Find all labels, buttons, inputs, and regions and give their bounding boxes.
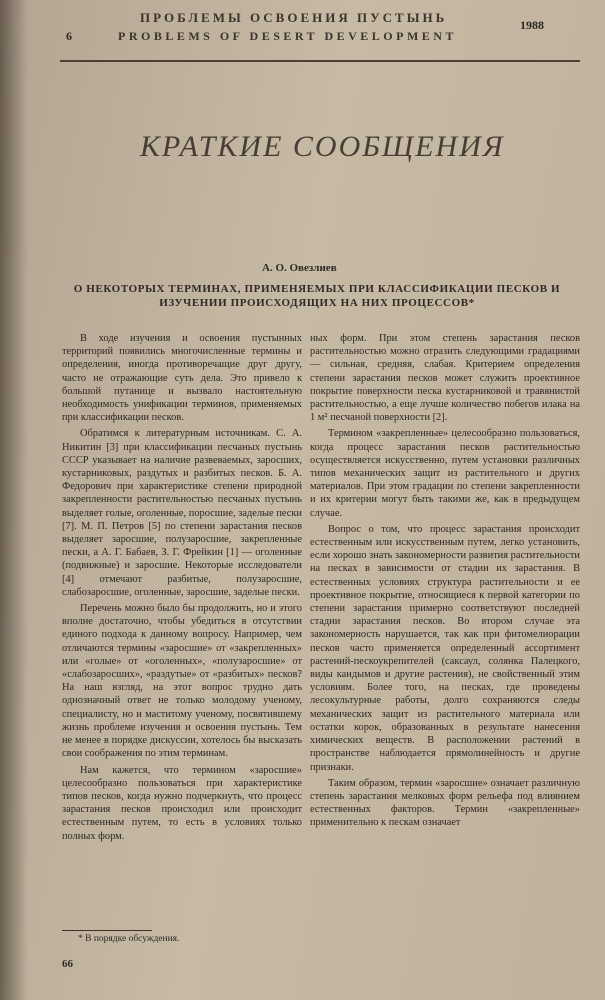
footnote-rule [62, 930, 152, 931]
paragraph: В ходе изучения и освоения пустынных территорий появились многочисленные термины и определения, иногда противоречащие друг другу, часто не отражающие суть дела. Это привело к большой путанице и вызвало настоятельную необходимость унификации терминов, применяемых при классификации песков. [62, 333, 302, 424]
header-year: 1988 [520, 18, 544, 32]
footnote: * В порядке обсуждения. [78, 934, 180, 944]
right-column [310, 332, 580, 833]
article-author: А. О. Овезлиев [262, 262, 337, 274]
section-title: КРАТКИЕ СООБЩЕНИЯ [140, 130, 505, 163]
binding-shadow [0, 0, 28, 1000]
paragraph: ных форм. При этом степень зарастания песков растительностью можно отразить следующими градациями — сильная, средняя, слабая. Критерием определения степени зарастания песков может служить проективное покрытие поверхности песка кустарниковой и травянистой растительностью, а еще лучше количество побегов илака на 1 м² песчаной поверхности [2]. [310, 333, 580, 424]
running-header [60, 10, 580, 66]
header-rule [60, 60, 580, 62]
paragraph: Перечень можно было бы продолжить, но и этого вполне достаточно, чтобы убедиться в отсутствии единого подхода к данному вопросу. Например, чем отличаются термины «заросшие» от «закрепленных» или «голые» от «оголенных», «полузаросшие» от «слабозаросших», «раздутые» от «разбитых» песков? На наш взгляд, на этот вопрос трудно дать однозначный ответ не только молодому ученому, специалисту, но и маститому ученому, посвятившему жизнь проблеме изучения и освоения пустынь. Тем не менее в порядке дискуссии, хотелось бы высказать свои соображения по этим терминам. [62, 603, 302, 760]
paragraph: Обратимся к литературным источникам. С. А. Никитин [3] при классификации песчаных пустынь СССР указывает на наличие развеваемых, заросших, кустарниковых, раздутых и разбитых песков. Б. А. Федорович при характеристике степени природной закрепленности растительностью песчаных пустынь выделяет голые, оголенные, поросшие, заделые пески [7]. М. П. Петров [5] по степени зарастания песков выделяет заросшие, полузаросшие, закрепленные пески, а А. Г. Бабаев, З. Г. Фрейкин [1] — оголенные (подвижные) и заросшие. Некоторые исследователи [4] отмечают разбитые, полузаросшие, слабозаросшие, оголенные, заросшие, заделые пески. [62, 428, 302, 598]
paragraph: Нам кажется, что термином «заросшие» целесообразно пользоваться при характеристике типов песков, когда нужно подчеркнуть, что процесс зарастания песков происходил или происходит естественным путем, то есть в условиях только полных форм. [62, 764, 302, 842]
journal-title-en: PROBLEMS OF DESERT DEVELOPMENT [118, 29, 457, 43]
page-number: 66 [62, 958, 73, 970]
paragraph: Термином «закрепленные» целесообразно пользоваться, когда процесс зарастания песков растительностью осуществляется искусственно, путем установки различных типов механических защит из растительного и других материалов. При этом градации по степени закрепленности и их критерии могут быть такими же, как в предыдущем случае. [310, 428, 580, 519]
paragraph: Вопрос о том, что процесс зарастания происходит естественным или искусственным путем, легко установить, если хорошо знать закономерности развития растительности на песках в зависимости от стадии их зарастания. В естественных условиях структура растительности и ее проективное покрытие, относящиеся к первой категории по степени зарастания примерно соответствуют последней стадии зарастания песков. Во втором случае эта закономерность нарушается, так как при фитомелиорации песков часто применяется определенный ассортимент растений-пескоукрепителей (саксаул, солянка Палецкого, виды кандымов и другие растения), не свойственный этим условиям. Более того, на песках, где проведены лесокультурные работы, долго сохраняются следы механических защит из растительного материала или остатки корок, образованных в результате нанесения химических веществ. В расположении растений в пространстве наблюдается прямолинейность и другие признаки. [310, 523, 580, 773]
left-column [62, 332, 302, 846]
header-page-number: 6 [66, 29, 72, 43]
article-title: О НЕКОТОРЫХ ТЕРМИНАХ, ПРИМЕНЯЕМЫХ ПРИ КЛАССИФИКАЦИИ ПЕСКОВ И ИЗУЧЕНИИ ПРОИСХОДЯЩИХ НА НИХ ПРОЦЕССОВ* [73, 283, 561, 309]
paragraph: Таким образом, термин «заросшие» означает различную степень зарастания мелковых форм рельефа под влиянием естественных факторов. Термин «закрепленные» применительно к пескам означает [310, 777, 580, 829]
journal-title-ru: ПРОБЛЕМЫ ОСВОЕНИЯ ПУСТЫНЬ [140, 10, 448, 25]
